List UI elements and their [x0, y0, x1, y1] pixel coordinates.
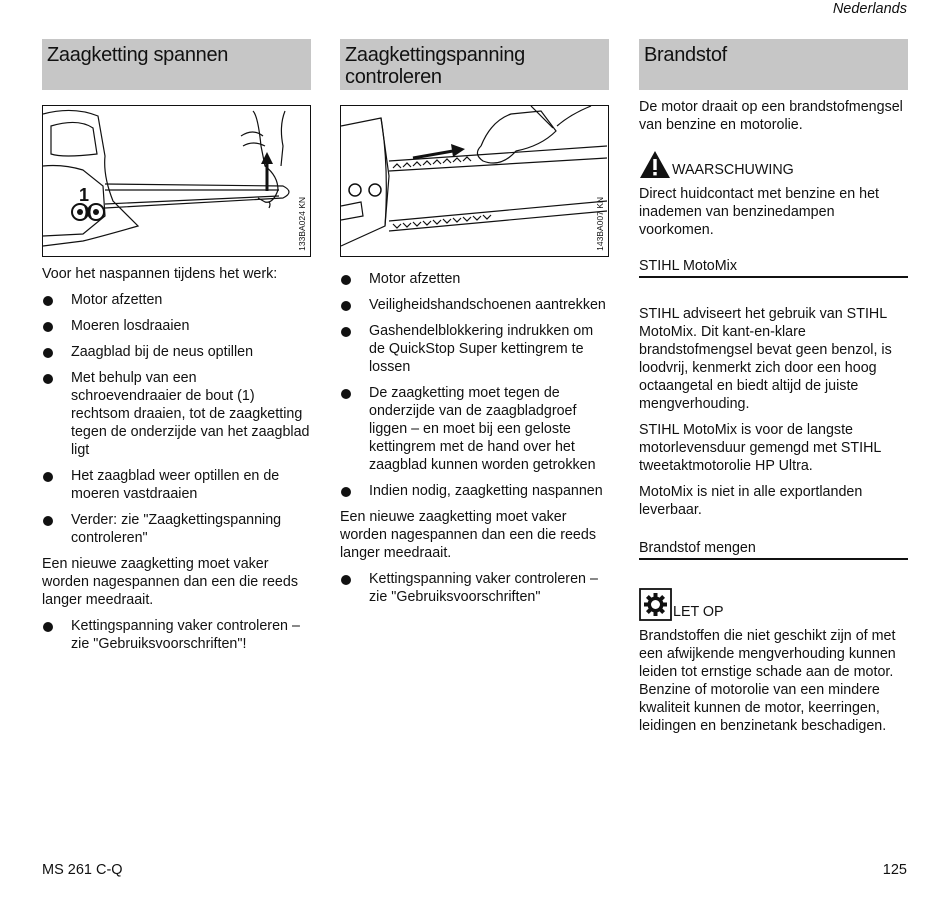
final-step-list [42, 617, 311, 653]
step-list [340, 270, 609, 500]
list-item: Kettingspanning vaker controleren – zie "Gebruiksvoorschriften"! [42, 617, 311, 653]
section-title: Brandstof [639, 39, 908, 90]
gear-notice-icon [639, 588, 672, 621]
final-step-list [340, 570, 609, 606]
list-item: Kettingspanning vaker controleren – zie "Gebruiksvoorschriften" [340, 570, 609, 606]
motomix-paragraph: MotoMix is niet in alle exportlanden leverbaar. [639, 484, 863, 518]
list-item: Het zaagblad weer optillen en de moeren vastdraaien [42, 467, 311, 503]
chainsaw-tensioning-drawing [43, 106, 309, 255]
section-check-chain-tension [340, 39, 609, 614]
list-item: Indien nodig, zaagketting naspannen [340, 482, 609, 500]
notice-text: Brandstoffen die niet geschikt zijn of met een afwijkende mengverhouding kunnen leiden tot ernstige schade aan de motor. Benzine of motorolie van een mindere kwaliteit kunnen de motor, keerringen, leidingen en benzinetank beschadigen. [639, 628, 896, 734]
section-chain-tensioning [42, 39, 311, 661]
list-item: De zaagketting moet tegen de onderzijde van de zaagbladgroef liggen – en moet bij een geloste kettingrem met de hand over het zaagblad kunnen worden getrokken [340, 384, 609, 474]
list-item: Gashendelblokkering indrukken om de QuickStop Super kettingrem te lossen [340, 322, 609, 376]
motomix-paragraph: STIHL adviseert het gebruik van STIHL MotoMix. Dit kant-en-klare brandstofmengsel bevat geen benzol, is loodvrij, kenmerkt zich door een hoog octaangetal en biedt altijd de juiste mengverhouding. [639, 306, 892, 412]
tension-note: Een nieuwe zaagketting moet vaker worden nagespannen dan een die reeds langer meedraait. [42, 556, 298, 608]
section-title: Zaagketting spannen [42, 39, 311, 90]
fuel-mixing-heading: Brandstof mengen [639, 539, 908, 560]
model-name: MS 261 C-Q [42, 862, 123, 878]
step-list [42, 291, 311, 547]
list-item: Verder: zie "Zaagkettingspanning controleren" [42, 511, 311, 547]
warning-triangle-icon [639, 150, 671, 179]
page-number: 125 [882, 862, 907, 878]
notice-label: LET OP [673, 604, 724, 620]
warning-label: WAARSCHUWING [672, 162, 794, 178]
list-item: Zaagblad bij de neus optillen [42, 343, 311, 361]
warning-text: Direct huidcontact met benzine en het inademen van benzinedampen voorkomen. [639, 186, 880, 238]
list-item: Veiligheidshandschoenen aantrekken [340, 296, 609, 314]
list-item: Motor afzetten [340, 270, 609, 288]
list-item: Moeren losdraaien [42, 317, 311, 335]
motomix-heading: STIHL MotoMix [639, 257, 908, 278]
tension-note: Een nieuwe zaagketting moet vaker worden nagespannen dan een die reeds langer meedraait. [340, 509, 596, 561]
language-label: Nederlands [832, 1, 907, 17]
bolt-callout-label: 1 [79, 185, 90, 205]
chain-tension-check-drawing [341, 106, 607, 255]
notice-block [639, 588, 908, 621]
figure-code: 133BA024 KN [297, 197, 307, 251]
fuel-intro: De motor draait op een brandstofmengsel van benzine en motorolie. [639, 99, 903, 133]
chain-tension-check-illustration [340, 105, 609, 257]
list-item: Motor afzetten [42, 291, 311, 309]
section-fuel [639, 39, 908, 743]
chain-tensioning-illustration [42, 105, 311, 257]
list-item: Met behulp van een schroevendraaier de bout (1) rechtsom draaien, tot de zaagketting tegen de onderzijde van het zaagblad ligt [42, 369, 311, 459]
instruction-intro: Voor het naspannen tijdens het werk: [42, 266, 278, 282]
section-title: Zaagkettingspanning controleren [340, 39, 609, 90]
figure-code: 143BA007 KN [595, 197, 605, 251]
warning-block [639, 150, 908, 179]
motomix-paragraph: STIHL MotoMix is voor de langste motorlevensduur gemengd met STIHL tweetaktmotorolie HP Ultra. [639, 422, 881, 474]
